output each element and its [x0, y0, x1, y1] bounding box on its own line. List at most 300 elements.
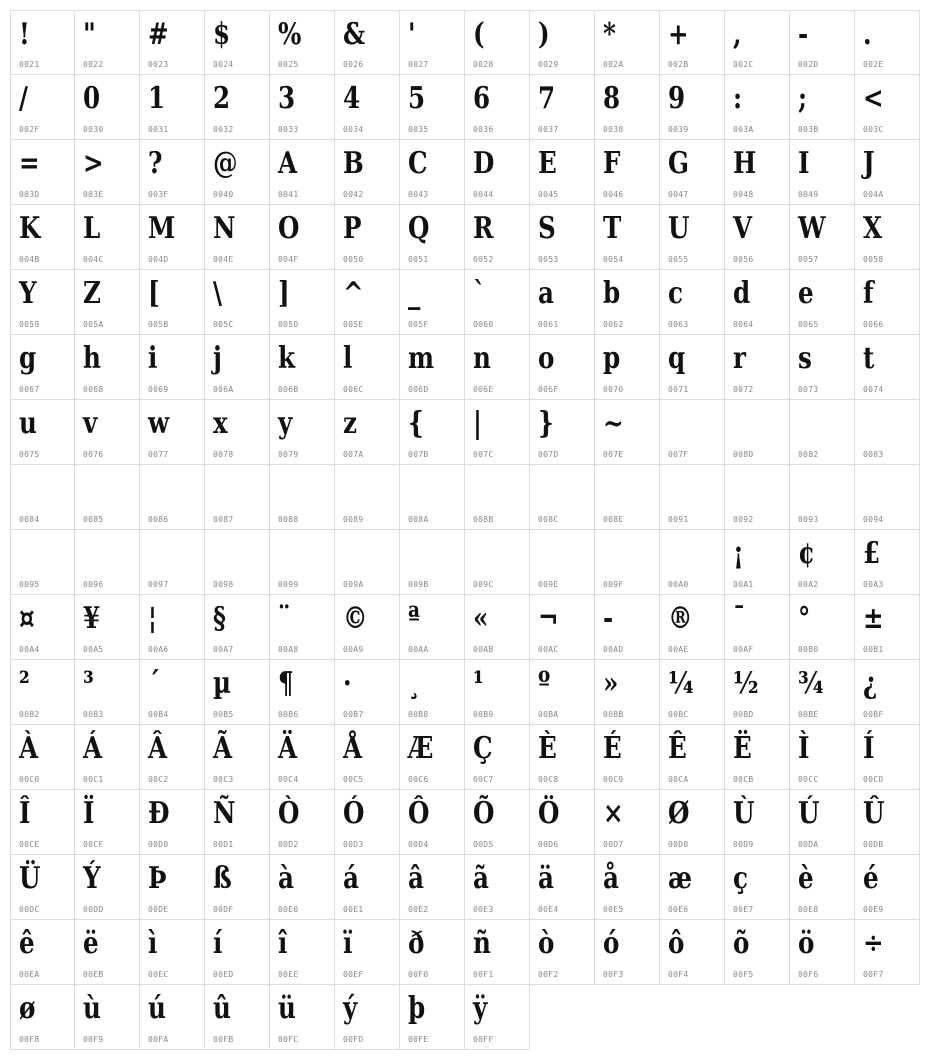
glyph-cell [790, 400, 855, 465]
glyph-char: ï [343, 926, 353, 961]
glyph-char: û [213, 991, 231, 1026]
glyph-cell [335, 660, 400, 725]
glyph-cell [595, 10, 660, 75]
glyph-codepoint-label: 00BE [798, 710, 819, 719]
glyph-codepoint-label: 0089 [343, 515, 364, 524]
glyph-char: ñ [473, 926, 491, 961]
glyph-codepoint-label: 008E [603, 515, 624, 524]
glyph-char: Í [863, 731, 875, 766]
glyph-cell [530, 140, 595, 205]
glyph-char: Â [148, 731, 168, 766]
glyph-cell [790, 205, 855, 270]
glyph-char: ´ [148, 666, 161, 701]
glyph-codepoint-label: 00F3 [603, 970, 624, 979]
glyph-codepoint-label: 00EE [278, 970, 299, 979]
glyph-cell [10, 335, 75, 400]
glyph-codepoint-label: 0065 [798, 320, 819, 329]
glyph-cell [855, 205, 920, 270]
glyph-cell [75, 855, 140, 920]
glyph-cell [660, 660, 725, 725]
glyph-codepoint-label: 00F2 [538, 970, 559, 979]
glyph-cell [790, 660, 855, 725]
glyph-codepoint-label: 0033 [278, 125, 299, 134]
glyph-codepoint-label: 00B3 [83, 710, 104, 719]
glyph-codepoint-label: 00BC [668, 710, 689, 719]
glyph-codepoint-label: 006B [278, 385, 299, 394]
glyph-codepoint-label: 004D [148, 255, 169, 264]
glyph-codepoint-label: 00C1 [83, 775, 104, 784]
glyph-cell [530, 205, 595, 270]
glyph-char: § [213, 601, 226, 636]
glyph-codepoint-label: 0077 [148, 450, 169, 459]
glyph-char: Æ [408, 731, 434, 766]
glyph-cell [465, 205, 530, 270]
glyph-codepoint-label: 00B9 [473, 710, 494, 719]
glyph-char: F [603, 146, 621, 181]
glyph-codepoint-label: 0022 [83, 60, 104, 69]
glyph-codepoint-label: 0058 [863, 255, 884, 264]
glyph-cell [10, 790, 75, 855]
glyph-cell [270, 270, 335, 335]
glyph-char: Ñ [213, 796, 236, 831]
glyph-cell [725, 400, 790, 465]
glyph-char: ¦ [148, 601, 157, 636]
glyph-cell [140, 855, 205, 920]
glyph-char: x [213, 406, 228, 441]
glyph-cell [140, 465, 205, 530]
glyph-codepoint-label: 007F [668, 450, 689, 459]
glyph-char: f [863, 276, 874, 311]
glyph-cell [335, 855, 400, 920]
glyph-char: = [19, 146, 40, 181]
glyph-cell [140, 660, 205, 725]
glyph-cell [205, 335, 270, 400]
glyph-codepoint-label: 00B8 [408, 710, 429, 719]
glyph-char: 1 [148, 81, 166, 116]
glyph-cell [465, 855, 530, 920]
glyph-cell [725, 465, 790, 530]
glyph-char: ù [83, 991, 101, 1026]
glyph-codepoint-label: 0036 [473, 125, 494, 134]
glyph-codepoint-label: 00C8 [538, 775, 559, 784]
glyph-char: Ç [473, 731, 493, 766]
glyph-char: ® [668, 601, 693, 636]
glyph-codepoint-label: 00E6 [668, 905, 689, 914]
glyph-codepoint-label: 0021 [19, 60, 40, 69]
glyph-char: ) [538, 17, 550, 52]
glyph-char: 2 [213, 81, 231, 116]
glyph-char: º [538, 666, 551, 701]
glyph-codepoint-label: 00E5 [603, 905, 624, 914]
glyph-cell [335, 530, 400, 595]
glyph-char: Q [408, 211, 430, 246]
glyph-char: K [19, 211, 41, 246]
glyph-char: Ó [343, 796, 365, 831]
glyph-cell [75, 75, 140, 140]
glyph-char: Ü [19, 861, 41, 896]
glyph-char: î [278, 926, 288, 961]
glyph-cell [400, 10, 465, 75]
glyph-char: ¼ [668, 666, 694, 701]
glyph-codepoint-label: 002E [863, 60, 884, 69]
glyph-cell [400, 75, 465, 140]
glyph-cell [465, 985, 530, 1050]
glyph-char: l [343, 341, 353, 376]
glyph-codepoint-label: 00FC [278, 1035, 299, 1044]
glyph-cell [530, 335, 595, 400]
glyph-codepoint-label: 00F6 [798, 970, 819, 979]
glyph-codepoint-label: 00D9 [733, 840, 754, 849]
glyph-codepoint-label: 00A2 [798, 580, 819, 589]
glyph-char: > [83, 146, 104, 181]
glyph-cell [660, 270, 725, 335]
glyph-codepoint-label: 00A0 [668, 580, 689, 589]
glyph-codepoint-label: 0037 [538, 125, 559, 134]
glyph-codepoint-label: 007A [343, 450, 364, 459]
glyph-codepoint-label: 00DC [19, 905, 40, 914]
glyph-char: ¥ [83, 601, 101, 636]
glyph-char: 6 [473, 81, 491, 116]
glyph-codepoint-label: 00DD [83, 905, 104, 914]
glyph-cell [790, 140, 855, 205]
glyph-cell [205, 400, 270, 465]
glyph-char: } [538, 406, 554, 441]
glyph-char: " [83, 17, 96, 52]
glyph-char: Õ [473, 796, 495, 831]
glyph-codepoint-label: 0043 [408, 190, 429, 199]
glyph-codepoint-label: 00B6 [278, 710, 299, 719]
glyph-cell [465, 530, 530, 595]
glyph-cell [75, 985, 140, 1050]
glyph-char: Ã [213, 731, 233, 766]
glyph-codepoint-label: 0074 [863, 385, 884, 394]
glyph-char: | [473, 406, 482, 441]
glyph-cell [270, 10, 335, 75]
glyph-codepoint-label: 00AA [408, 645, 429, 654]
glyph-char: L [83, 211, 101, 246]
glyph-char: 0 [83, 81, 101, 116]
glyph-char: / [19, 81, 28, 116]
glyph-cell [530, 465, 595, 530]
glyph-char: Ú [798, 796, 820, 831]
glyph-codepoint-label: 00D3 [343, 840, 364, 849]
glyph-cell [790, 335, 855, 400]
glyph-codepoint-label: 0062 [603, 320, 624, 329]
glyph-char: S [538, 211, 556, 246]
glyph-char: õ [733, 926, 750, 961]
glyph-codepoint-label: 00DE [148, 905, 169, 914]
glyph-char: ö [798, 926, 815, 961]
glyph-char: k [278, 341, 296, 376]
glyph-codepoint-label: 0054 [603, 255, 624, 264]
glyph-codepoint-label: 009F [603, 580, 624, 589]
glyph-codepoint-label: 0051 [408, 255, 429, 264]
glyph-char: s [798, 341, 812, 376]
glyph-char: _ [408, 276, 421, 311]
glyph-char: Ä [278, 731, 298, 766]
glyph-codepoint-label: 00FA [148, 1035, 169, 1044]
glyph-char: V [733, 211, 753, 246]
glyph-char: à [278, 861, 294, 896]
glyph-char: Ù [733, 796, 755, 831]
glyph-char: j [213, 341, 222, 376]
glyph-codepoint-label: 004B [19, 255, 40, 264]
glyph-codepoint-label: 004A [863, 190, 884, 199]
glyph-codepoint-label: 00EC [148, 970, 169, 979]
glyph-char: . [863, 17, 872, 52]
glyph-cell [270, 530, 335, 595]
glyph-codepoint-label: 0082 [798, 450, 819, 459]
glyph-cell [595, 660, 660, 725]
glyph-cell [10, 855, 75, 920]
glyph-cell [335, 595, 400, 660]
glyph-codepoint-label: 0093 [798, 515, 819, 524]
glyph-cell [855, 855, 920, 920]
glyph-char: \ [213, 276, 222, 311]
glyph-char: ¤ [19, 601, 35, 636]
glyph-cell [75, 660, 140, 725]
glyph-codepoint-label: 00FE [408, 1035, 429, 1044]
glyph-char: 7 [538, 81, 556, 116]
glyph-codepoint-label: 007B [408, 450, 429, 459]
glyph-cell [400, 400, 465, 465]
glyph-codepoint-label: 00D7 [603, 840, 624, 849]
glyph-codepoint-label: 00AD [603, 645, 624, 654]
glyph-char: ¿ [863, 666, 878, 701]
glyph-cell [530, 75, 595, 140]
glyph-cell [335, 205, 400, 270]
glyph-codepoint-label: 003A [733, 125, 754, 134]
glyph-cell [530, 725, 595, 790]
glyph-codepoint-label: 006A [213, 385, 234, 394]
glyph-char: e [798, 276, 814, 311]
glyph-cell [75, 140, 140, 205]
glyph-cell [530, 530, 595, 595]
glyph-cell [790, 920, 855, 985]
glyph-char: A [278, 146, 298, 181]
glyph-char: v [83, 406, 98, 441]
glyph-cell [400, 985, 465, 1050]
glyph-char: ° [798, 601, 811, 636]
glyph-codepoint-label: 00ED [213, 970, 234, 979]
glyph-cell [660, 335, 725, 400]
glyph-codepoint-label: 009C [473, 580, 494, 589]
glyph-char: ; [798, 81, 808, 116]
glyph-cell [10, 660, 75, 725]
glyph-codepoint-label: 00CC [798, 775, 819, 784]
glyph-char: { [408, 406, 424, 441]
glyph-char: - [603, 601, 614, 636]
glyph-char: z [343, 406, 357, 441]
glyph-codepoint-label: 0094 [863, 515, 884, 524]
glyph-char: N [213, 211, 236, 246]
glyph-char: M [148, 211, 176, 246]
glyph-codepoint-label: 007E [603, 450, 624, 459]
glyph-char: O [278, 211, 300, 246]
glyph-codepoint-label: 00EF [343, 970, 364, 979]
glyph-codepoint-label: 0038 [603, 125, 624, 134]
glyph-cell [10, 465, 75, 530]
glyph-cell [595, 400, 660, 465]
glyph-codepoint-label: 0042 [343, 190, 364, 199]
glyph-cell [10, 595, 75, 660]
glyph-codepoint-label: 00C7 [473, 775, 494, 784]
glyph-codepoint-label: 00CE [19, 840, 40, 849]
glyph-cell [140, 335, 205, 400]
glyph-char: ª [408, 601, 420, 636]
glyph-cell [790, 595, 855, 660]
glyph-char: ( [473, 17, 485, 52]
glyph-cell [270, 660, 335, 725]
glyph-cell [205, 10, 270, 75]
glyph-cell [400, 660, 465, 725]
glyph-codepoint-label: 00DB [863, 840, 884, 849]
glyph-char: Ì [798, 731, 810, 766]
glyph-char: 4 [343, 81, 361, 116]
glyph-cell [270, 790, 335, 855]
glyph-codepoint-label: 0092 [733, 515, 754, 524]
glyph-char: ë [83, 926, 99, 961]
glyph-codepoint-label: 002C [733, 60, 754, 69]
glyph-cell [465, 920, 530, 985]
glyph-cell [660, 595, 725, 660]
glyph-char: $ [213, 17, 231, 52]
glyph-codepoint-label: 0050 [343, 255, 364, 264]
glyph-codepoint-label: 002F [19, 125, 40, 134]
glyph-char: ¨ [278, 601, 291, 636]
glyph-codepoint-label: 00A4 [19, 645, 40, 654]
glyph-cell [10, 205, 75, 270]
glyph-codepoint-label: 00E1 [343, 905, 364, 914]
glyph-cell [855, 335, 920, 400]
glyph-codepoint-label: 00F4 [668, 970, 689, 979]
glyph-char: æ [668, 861, 692, 896]
glyph-cell [660, 205, 725, 270]
glyph-cell [75, 595, 140, 660]
glyph-char: C [408, 146, 428, 181]
glyph-codepoint-label: 0059 [19, 320, 40, 329]
glyph-codepoint-label: 00C3 [213, 775, 234, 784]
glyph-codepoint-label: 00E0 [278, 905, 299, 914]
glyph-char: ¬ [538, 601, 559, 636]
glyph-codepoint-label: 004C [83, 255, 104, 264]
glyph-codepoint-label: 0083 [863, 450, 884, 459]
glyph-codepoint-label: 00E3 [473, 905, 494, 914]
glyph-char: P [343, 211, 362, 246]
glyph-cell [270, 400, 335, 465]
glyph-char: ] [278, 276, 290, 311]
glyph-char: J [863, 146, 875, 181]
glyph-cell [530, 920, 595, 985]
glyph-cell [335, 790, 400, 855]
glyph-cell [725, 725, 790, 790]
glyph-codepoint-label: 00B4 [148, 710, 169, 719]
glyph-codepoint-label: 0087 [213, 515, 234, 524]
glyph-cell [75, 205, 140, 270]
glyph-char: - [798, 17, 809, 52]
glyph-codepoint-label: 00D0 [148, 840, 169, 849]
glyph-codepoint-label: 0025 [278, 60, 299, 69]
glyph-cell [140, 140, 205, 205]
glyph-cell [10, 530, 75, 595]
glyph-cell [660, 400, 725, 465]
glyph-codepoint-label: 0096 [83, 580, 104, 589]
glyph-char: R [473, 211, 494, 246]
glyph-codepoint-label: 0079 [278, 450, 299, 459]
glyph-char: 5 [408, 81, 426, 116]
glyph-codepoint-label: 00AF [733, 645, 754, 654]
glyph-char: × [603, 796, 624, 831]
glyph-codepoint-label: 0056 [733, 255, 754, 264]
glyph-codepoint-label: 0031 [148, 125, 169, 134]
glyph-cell [270, 595, 335, 660]
glyph-cell [400, 920, 465, 985]
glyph-char: Ö [538, 796, 560, 831]
glyph-cell [790, 270, 855, 335]
glyph-char: a [538, 276, 554, 311]
glyph-codepoint-label: 0027 [408, 60, 429, 69]
glyph-cell [855, 465, 920, 530]
glyph-cell [335, 920, 400, 985]
glyph-cell [205, 140, 270, 205]
glyph-char: Y [19, 276, 37, 311]
glyph-cell [335, 75, 400, 140]
glyph-cell [140, 920, 205, 985]
glyph-cell [10, 75, 75, 140]
glyph-cell [465, 10, 530, 75]
glyph-char: Ï [83, 796, 95, 831]
glyph-char: Ò [278, 796, 300, 831]
glyph-char: ½ [733, 666, 759, 701]
glyph-cell [140, 205, 205, 270]
glyph-char: ø [19, 991, 36, 1026]
glyph-char: ã [473, 861, 489, 896]
glyph-codepoint-label: 00D2 [278, 840, 299, 849]
glyph-codepoint-label: 00C0 [19, 775, 40, 784]
glyph-char: ý [343, 991, 358, 1026]
glyph-codepoint-label: 009A [343, 580, 364, 589]
glyph-char: T [603, 211, 622, 246]
glyph-cell [660, 725, 725, 790]
glyph-char: < [863, 81, 884, 116]
glyph-codepoint-label: 002D [798, 60, 819, 69]
glyph-codepoint-label: 0044 [473, 190, 494, 199]
glyph-codepoint-label: 0053 [538, 255, 559, 264]
glyph-char: ¯ [733, 601, 746, 636]
glyph-char: * [603, 17, 616, 52]
glyph-char: ³ [83, 666, 94, 701]
glyph-cell [335, 985, 400, 1050]
glyph-cell [75, 920, 140, 985]
glyph-codepoint-label: 00D1 [213, 840, 234, 849]
glyph-cell [595, 920, 660, 985]
glyph-char: » [603, 666, 619, 701]
glyph-cell [205, 855, 270, 920]
glyph-codepoint-label: 005D [278, 320, 299, 329]
glyph-cell [595, 335, 660, 400]
glyph-char: ò [538, 926, 555, 961]
glyph-codepoint-label: 00FD [343, 1035, 364, 1044]
glyph-cell [725, 660, 790, 725]
glyph-cell [335, 725, 400, 790]
glyph-codepoint-label: 0046 [603, 190, 624, 199]
glyph-char: í [213, 926, 223, 961]
glyph-char: Á [83, 731, 103, 766]
glyph-char: I [798, 146, 810, 181]
glyph-char: ? [148, 146, 163, 181]
glyph-codepoint-label: 004E [213, 255, 234, 264]
glyph-char: ä [538, 861, 554, 896]
